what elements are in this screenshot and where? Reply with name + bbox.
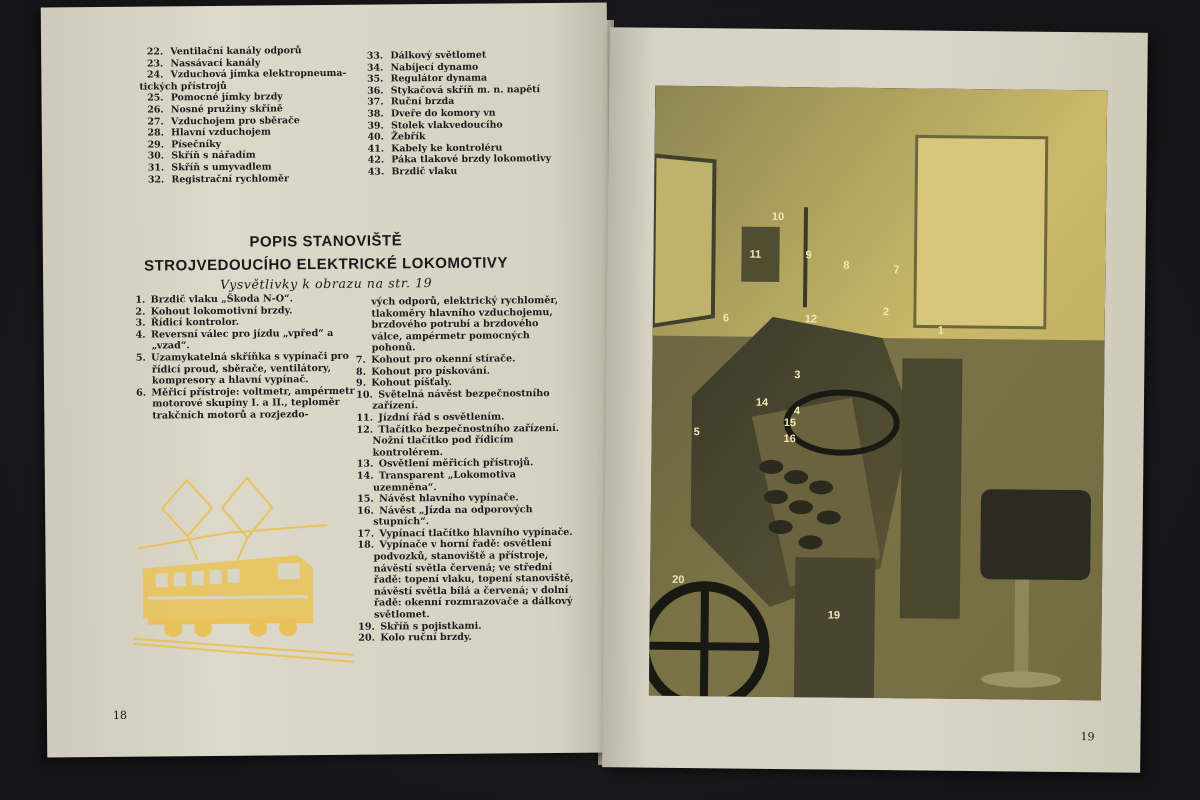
item-number: 3. — [135, 317, 146, 329]
photo-callout-label: 19 — [827, 609, 841, 622]
item-number: 17. — [357, 528, 375, 540]
item-text: Návěst „Jízda na odporových stupních“. — [373, 503, 533, 528]
photo-callout-label: 6 — [722, 312, 730, 325]
item-text: Kohout pro okenní stírače. — [371, 353, 516, 366]
item-number: 12. — [356, 424, 374, 436]
parts-list-column-2 — [359, 49, 600, 179]
item-number: 35. — [367, 73, 384, 85]
list-item — [136, 351, 356, 388]
photo-callout-label: 2 — [882, 306, 890, 319]
list-item — [357, 504, 573, 529]
item-number: 18. — [357, 540, 375, 552]
item-text: Skříň s nářadím — [171, 149, 256, 162]
item-number: 29. — [147, 139, 164, 151]
list-item — [357, 538, 574, 621]
cab-photo-rendering — [649, 86, 1107, 701]
photo-callout-label: 14 — [755, 396, 769, 409]
item-text: Řídicí kontrolor. — [150, 316, 240, 329]
item-text: Kabely ke kontroléru — [391, 142, 503, 155]
item-text: Dveře do komory vn — [390, 107, 496, 120]
item-number: 24. — [146, 69, 164, 81]
item-text: Nosné pružiny skříně — [170, 103, 283, 116]
item-number: 38. — [367, 108, 384, 120]
list-item — [136, 385, 356, 422]
item-text: Světelná návěst bezpečnostního zařízení. — [372, 387, 550, 412]
item-text: Reversní válec pro jízdu „vpřed“ a „vzad“. — [150, 327, 334, 352]
item-text: Osvětlení měřicích přístrojů. — [378, 457, 534, 470]
item-number: 41. — [367, 143, 385, 155]
item-number: 39. — [367, 120, 384, 132]
section-heading-line-1: POPIS STANOVIŠTĚ — [249, 232, 403, 251]
item-text: Návěst hlavního vypínače. — [379, 492, 519, 505]
item-text: Nabíjecí dynamo — [390, 61, 479, 74]
item-text: Tlačítko bezpečnostního zařízení. Nožní tlačítko pod řídicím kontrolérem. — [372, 422, 560, 459]
item-text: Brzdič vlaku — [391, 165, 458, 178]
item-text: Stykačová skříň m. n. napětí — [390, 83, 541, 97]
item-text: Ventilační kanály odporů — [170, 45, 302, 58]
locomotive-illustration — [127, 467, 359, 669]
item-text: Kohout píšťaly. — [371, 377, 452, 389]
photo-callout-label: 4 — [793, 405, 801, 418]
description-column-1 — [135, 293, 356, 422]
item-number: 34. — [366, 62, 384, 74]
item-number: 37. — [367, 96, 384, 109]
page-number-19: 19 — [1080, 730, 1095, 744]
photo-callout-label: 5 — [693, 426, 700, 439]
item-text: Pomocné jímky brzdy — [170, 91, 283, 104]
item-number: 25. — [147, 92, 164, 104]
photo-callout-label: 1 — [937, 324, 944, 337]
item-number: 32. — [147, 173, 165, 186]
item-text: Skříň s umyvadlem — [171, 161, 272, 174]
item-number: 20. — [358, 632, 376, 644]
item-number: 5. — [135, 352, 146, 364]
item-number: 19. — [358, 621, 375, 633]
section-heading-line-2: STROJVEDOUCÍHO ELEKTRICKÉ LOKOMOTIVY — [143, 254, 508, 275]
item-text: Páka tlakové brzdy lokomotivy — [391, 153, 552, 166]
item-text: Žebřík — [391, 131, 426, 143]
right-page — [602, 27, 1148, 773]
item-text: Vypínače v horní řadě: osvětlení podvozků, stanoviště a přístroje, návěstí světla červená; ve střední řadě: topení vlaku, topení stanoviště, návěstí světla bílá a červená; v dolní řadě: okenní rozmrazovače a dálkový světlomet. — [373, 538, 574, 621]
description-column-2 — [355, 295, 574, 645]
item-text: Nassávací kanály — [170, 57, 261, 69]
item-number: 11. — [356, 412, 374, 424]
list-item — [356, 422, 572, 459]
item-number: 33. — [366, 50, 384, 62]
photo-callout-label: 16 — [783, 433, 796, 446]
item-number: 28. — [147, 127, 164, 139]
item-text: Vzduchojem pro sběrače — [170, 114, 300, 127]
photo-callout-label: 8 — [843, 259, 850, 272]
item-text: Kohout lokomotivní brzdy. — [150, 304, 293, 318]
photo-callout-label: 9 — [805, 249, 812, 262]
item-number: 14. — [356, 470, 374, 482]
list-item — [360, 165, 600, 179]
photo-callout-label: 7 — [893, 264, 900, 277]
item-number: 43. — [367, 166, 385, 178]
photo-callout-label: 10 — [771, 210, 785, 224]
list-item — [136, 328, 356, 353]
photo-callout-label: 15 — [783, 417, 797, 430]
item-text: Dálkový světlomet — [390, 49, 487, 62]
item-text: Skříň s pojistkami. — [380, 620, 482, 633]
list-item — [356, 388, 572, 413]
photo-callout-label: 3 — [794, 369, 801, 382]
left-page — [41, 3, 614, 758]
item-number: 31. — [147, 162, 165, 174]
item-text: Registrační rychloměr — [171, 172, 289, 185]
item-number: 16. — [357, 505, 374, 517]
item-number: 22. — [146, 46, 164, 58]
item-number: 42. — [367, 154, 385, 166]
item-number: 8. — [355, 366, 366, 378]
item-number: 13. — [356, 458, 374, 471]
item-text: Brzdič vlaku „Škoda N-O“. — [150, 293, 293, 306]
item-number: 27. — [147, 115, 164, 128]
figure-reference-subtitle: Vysvětlivky k obrazu na str. 19 — [219, 275, 433, 292]
item-text: Transparent „Lokomotiva uzemněna“. — [372, 469, 516, 494]
list-item — [357, 469, 573, 494]
item-number: 30. — [147, 150, 165, 162]
parts-list-column-1 — [139, 45, 370, 186]
item-text: Vzduchová jímka elektropneuma-tických přístrojů — [139, 68, 347, 93]
item-number: 7. — [355, 354, 366, 366]
locomotive-cab-photo — [649, 86, 1107, 701]
photo-callout-label: 12 — [804, 313, 818, 326]
item-number: 36. — [367, 85, 384, 97]
item-text: Písečníky — [171, 138, 222, 151]
item-text: Regulátor dynama — [390, 72, 488, 85]
item-text: Jízdní řád s osvětlením. — [378, 411, 505, 424]
list-item — [139, 68, 369, 93]
item-text: Kohout pro pískování. — [371, 365, 491, 378]
item-text: Vypínací tlačítko hlavního vypínače. — [379, 526, 573, 540]
description-continuation: vých odporů, elektrický rychloměr, tlakoměry hlavního vzduchojemu, brzdového potrubí a brzdového válce, ampérmetr pomocných pohonů. — [371, 294, 559, 354]
item-text: Kolo ruční brzdy. — [380, 631, 472, 644]
item-number: 23. — [146, 58, 164, 70]
item-text: Stolek vlakvedoucího — [390, 119, 503, 131]
item-number: 10. — [356, 389, 373, 401]
photo-callout-label: 20 — [672, 573, 685, 587]
item-text: Hlavní vzduchojem — [171, 126, 271, 139]
list-item — [358, 631, 574, 644]
item-number: 9. — [355, 377, 367, 389]
item-number: 1. — [135, 294, 146, 306]
item-number: 6. — [136, 387, 147, 399]
item-number: 26. — [147, 104, 164, 116]
item-number: 15. — [356, 493, 374, 505]
item-text: Ruční brzda — [390, 96, 455, 108]
item-number: 40. — [367, 131, 384, 143]
photo-callout-label: 11 — [749, 248, 762, 261]
item-text: Uzamykatelná skříňka s vypínači pro řídicí proud, sběrače, ventilátory, kompresory a hlavní vypínač. — [151, 350, 349, 387]
page-number-18: 18 — [112, 708, 127, 722]
item-number: 2. — [135, 306, 146, 318]
item-number: 4. — [135, 329, 146, 341]
list-item — [140, 172, 370, 186]
item-text: Měřicí přístroje: voltmetr, ampérmetr motorové skupiny I. a II., teploměr trakčních motorů a rozjezdo- — [151, 385, 355, 422]
